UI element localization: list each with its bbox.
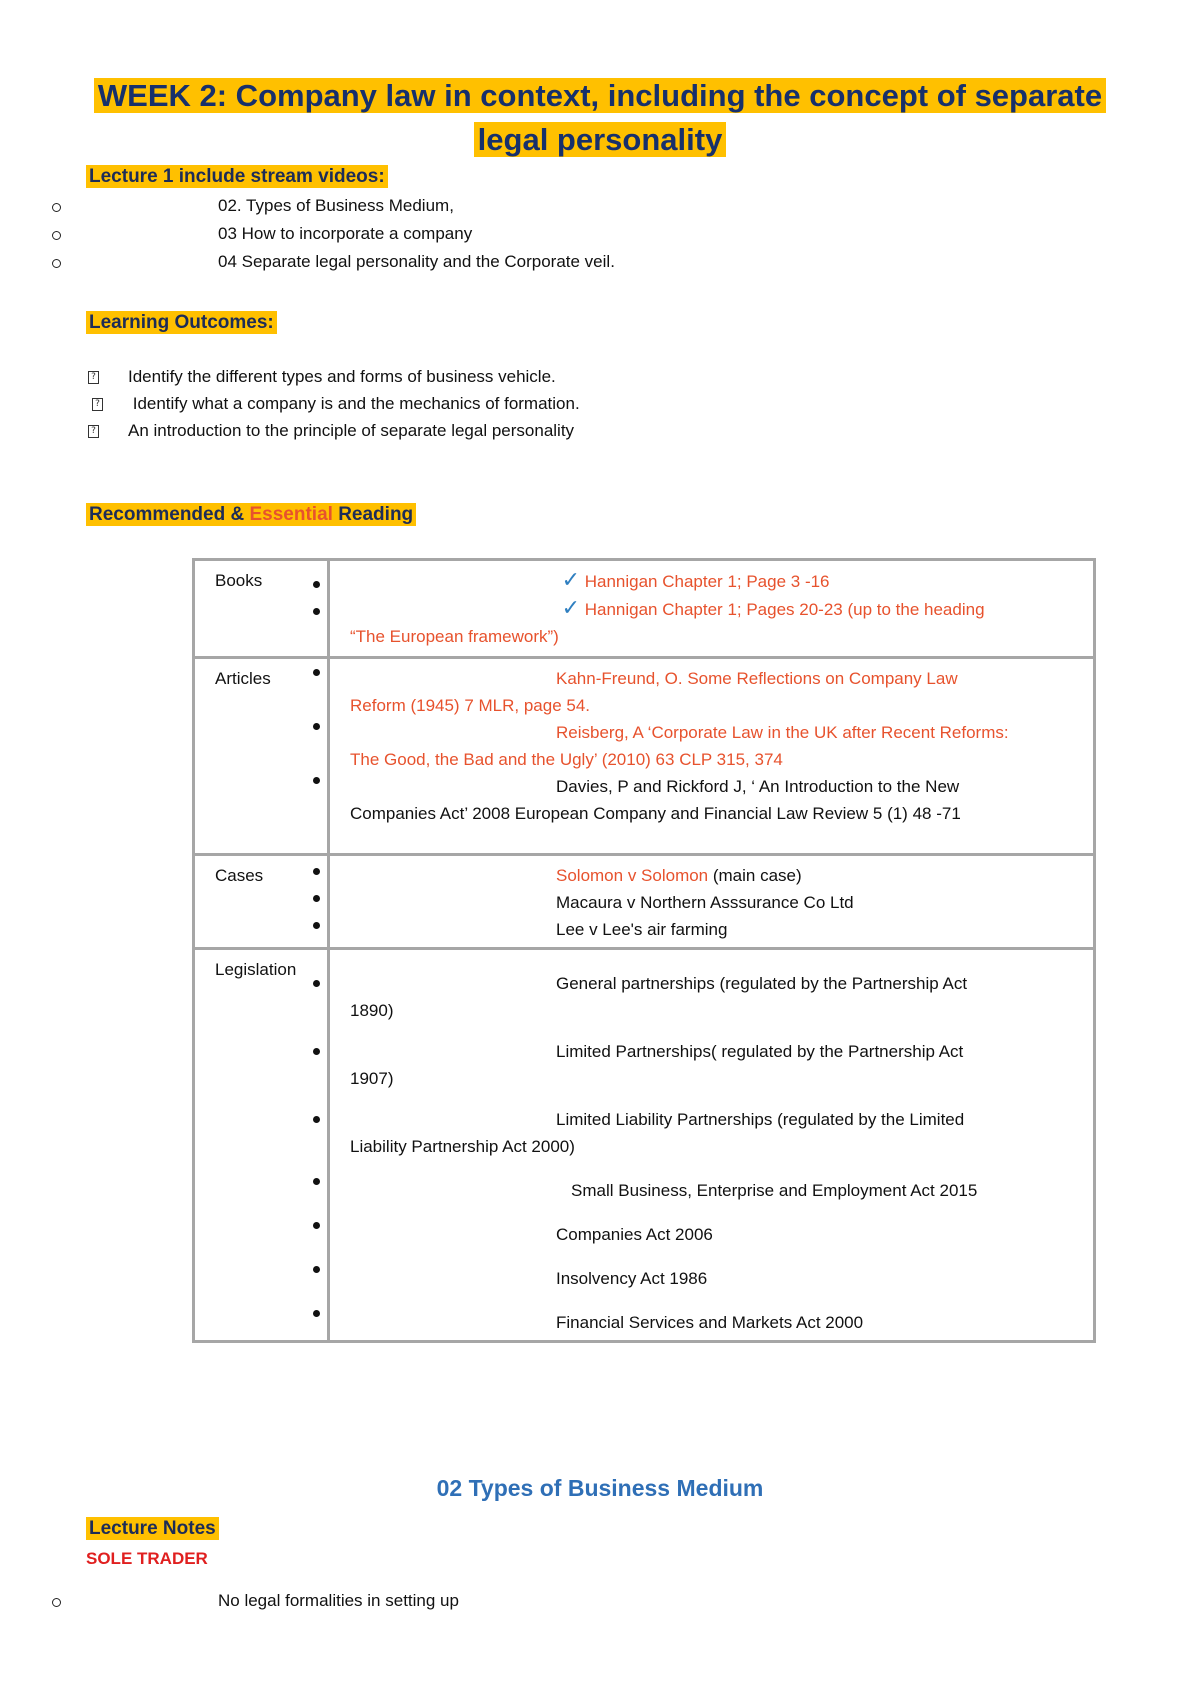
missing-glyph-box-icon: ? xyxy=(88,425,99,438)
bullet-dot-icon xyxy=(313,980,320,987)
bullet-dot-icon xyxy=(313,669,320,676)
category-label: Cases xyxy=(215,866,264,885)
category-cell xyxy=(194,658,329,855)
legislation-entry: Insolvency Act 1986 xyxy=(556,1269,708,1288)
bullet-dot-icon xyxy=(313,608,320,615)
article-entry: Reisberg, A ‘Corporate Law in the UK after Recent Reforms: The Good, the Bad and the Ugly’ (2010) 63 CLP 315, 374 xyxy=(350,723,1009,769)
content-cell xyxy=(329,560,1095,658)
bullet-dot-icon xyxy=(313,868,320,875)
legislation-entry: Financial Services and Markets Act 2000 xyxy=(556,1313,864,1332)
bullet-dot-icon xyxy=(313,1048,320,1055)
lecture-heading: Lecture 1 include stream videos: xyxy=(86,164,388,190)
sole-trader-heading: SOLE TRADER xyxy=(86,1549,208,1568)
category-cell xyxy=(194,949,329,1342)
bullet-dot-icon xyxy=(313,1310,320,1317)
article-entry: Kahn-Freund, O. Some Reflections on Company Law Reform (1945) 7 MLR, page 54. xyxy=(350,669,958,715)
case-entry: Lee v Lee's air farming xyxy=(556,920,728,939)
bullet-dot-icon xyxy=(313,1116,320,1123)
content-cell xyxy=(329,949,1095,1342)
bullet-dot-icon xyxy=(313,777,320,784)
case-entry: Solomon v Solomon (main case) xyxy=(556,866,802,885)
legislation-entry: General partnerships (regulated by the Partnership Act 1890) xyxy=(350,974,968,1020)
content-cell xyxy=(329,855,1095,949)
book-entry: ✓ Hannigan Chapter 1; Pages 20-23 (up to the heading xyxy=(330,595,1093,623)
page-title xyxy=(60,74,1140,162)
category-label: Legislation xyxy=(215,960,297,979)
table-row-books xyxy=(194,560,1095,658)
bullet-dot-icon xyxy=(313,1266,320,1273)
lecture-item: 03 How to incorporate a company xyxy=(218,224,473,243)
category-label: Books xyxy=(215,571,263,590)
title-line-1: WEEK 2: Company law in context, including the concept of separate xyxy=(94,78,1106,113)
book-entry: ✓ Hannigan Chapter 1; Page 3 -16 xyxy=(330,567,1093,595)
legislation-entry: Limited Liability Partnerships (regulated by the Limited Liability Partnership Act 2000) xyxy=(350,1110,965,1156)
bullet-dot-icon xyxy=(313,1222,320,1229)
table-row-cases xyxy=(194,855,1095,949)
lecture-item: 04 Separate legal personality and the Corporate veil. xyxy=(218,252,615,271)
section-heading: 02 Types of Business Medium xyxy=(436,1475,764,1501)
missing-glyph-box-icon: ? xyxy=(92,398,103,411)
outcomes-heading: Learning Outcomes: xyxy=(86,310,277,336)
lecture-item: 02. Types of Business Medium, xyxy=(218,196,454,215)
circle-bullet-icon xyxy=(52,259,61,268)
content-cell xyxy=(329,658,1095,855)
bullet-dot-icon xyxy=(313,922,320,929)
lecture-notes-heading: Lecture Notes xyxy=(86,1516,219,1542)
legislation-entry: Companies Act 2006 xyxy=(556,1225,713,1244)
notes-item: No legal formalities in setting up xyxy=(218,1591,459,1610)
category-label: Articles xyxy=(215,669,271,688)
missing-glyph-box-icon: ? xyxy=(88,371,99,384)
table-row-articles xyxy=(194,658,1095,855)
category-cell xyxy=(194,855,329,949)
outcome-item: Identify what a company is and the mechanics of formation. xyxy=(128,394,580,413)
book-entry-continuation: “The European framework”) xyxy=(350,627,559,646)
table-row-legislation xyxy=(194,949,1095,1342)
outcome-item: Identify the different types and forms of business vehicle. xyxy=(128,367,556,386)
checkmark-icon: ✓ xyxy=(561,568,580,593)
circle-bullet-icon xyxy=(52,203,61,212)
bullet-dot-icon xyxy=(313,1178,320,1185)
case-entry: Macaura v Northern Asssurance Co Ltd xyxy=(556,893,854,912)
outcome-item: An introduction to the principle of separate legal personality xyxy=(128,421,575,440)
main-case-name: Solomon v Solomon xyxy=(556,866,709,885)
legislation-entry: Small Business, Enterprise and Employment Act 2015 xyxy=(571,1181,978,1200)
reading-heading: Recommended & Essential Reading xyxy=(86,502,416,528)
bullet-dot-icon xyxy=(313,581,320,588)
checkmark-icon: ✓ xyxy=(561,596,580,621)
category-cell xyxy=(194,560,329,658)
circle-bullet-icon xyxy=(52,1598,61,1607)
circle-bullet-icon xyxy=(52,231,61,240)
essential-label: Essential xyxy=(249,504,333,525)
legislation-entry: Limited Partnerships( regulated by the Partnership Act 1907) xyxy=(350,1042,964,1088)
reading-table xyxy=(192,558,1096,1343)
article-entry: Davies, P and Rickford J, ‘ An Introduction to the New Companies Act’ 2008 European Company and Financial Law Review 5 (1) 48 -71 xyxy=(350,777,961,823)
title-line-2: legal personality xyxy=(474,122,727,157)
bullet-dot-icon xyxy=(313,895,320,902)
bullet-dot-icon xyxy=(313,723,320,730)
